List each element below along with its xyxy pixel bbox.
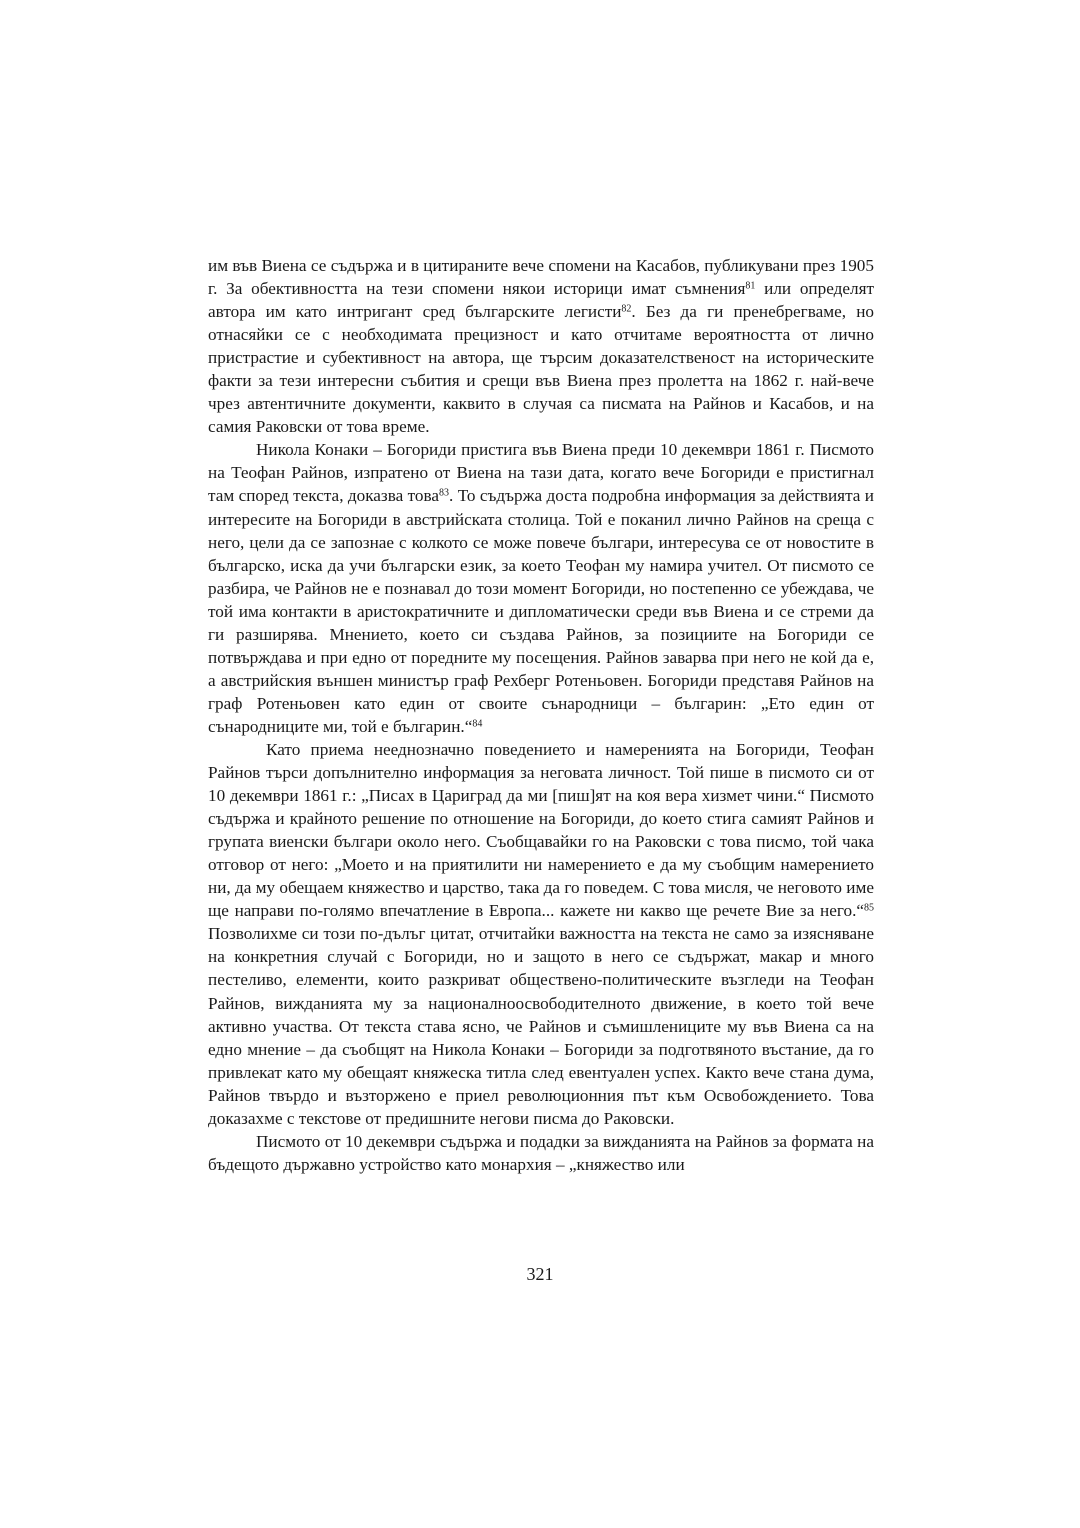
paragraph-2: [208, 438, 874, 738]
text-run: Като приема нееднозначно поведението и намеренията на Богориди, Теофан Райнов търси допълнително информация за неговата личност. Той пише в писмото си от 10 декември 1861 г.: „Писах в Цариград да ми [пиш]ят на коя вера хизмет чини.“ Писмото съдържа и крайното решение по отношение на Богориди, до което стига самият Райнов и групата виенски българи около него. Съобщавайки го на Раковски с това писмо, той чака отговор от него: „Моето и на приятилити ни намерението е да му съобщим намерението ни, да му обещаем княжество и царство, така да го поведем. С това мисля, че неговото име ще направи по-голямо впечатление в Европа... кажете ни какво ще речете Вие за него.“: [208, 739, 874, 921]
body-text: [208, 254, 874, 1176]
text-run: им във Виена се съдържа и в цитираните вече спомени на Касабов, публикувани през 1905 г. За обективността на тези спомени някои историци имат съмнения: [208, 256, 874, 299]
footnote-marker: 85: [864, 902, 874, 914]
footnote-marker: 82: [621, 303, 632, 315]
page-number: 321: [526, 1264, 554, 1284]
text-run: Писмото от 10 декември съдържа и подадки за вижданията на Райнов за формата на бъдещото държавно устройство като монархия – „княжество или: [208, 1131, 874, 1174]
text-run: или определят автора им като интригант сред българските легисти: [208, 279, 874, 322]
footnote-marker: 81: [745, 280, 756, 292]
text-run: Никола Конаки – Богориди пристига във Виена преди 10 декември 1861 г. Писмото на Теофан Райнов, изпратено от Виена на тази дата, когато вече Богориди е пристигнал там според текста, доказва това: [208, 440, 874, 506]
text-run: . Без да ги пренебрегваме, но отнасяйки се с необходимата прецизност и като отчитаме вероятността от лично пристрастие и субективност на автора, ще търсим доказателственост на историческите факти за тези интересни събития и срещи във Виена през пролетта на 1862 г. най-вече чрез автентичните документи, каквито в случая са писмата на Райнов и Касабов, и на самия Раковски от това време.: [208, 302, 875, 437]
paragraph-4: [208, 1130, 874, 1176]
footnote-marker: 84: [472, 718, 483, 730]
paragraph-1: [208, 254, 874, 438]
text-run: . То съдържа доста подробна информация за действията и интересите на Богориди в австрийската столица. Той е поканил лично Райнов на среща с него, цели да се запознае с колкото се може повече българи, интересува се от новостите в българско, иска да учи български език, за което Теофан му намира учител. От писмото се разбира, че Райнов не е познавал до този момент Богориди, но постепенно се убеждава, че той има контакти в аристократичните и дипломатически среди във Виена и се стреми да ги разширява. Мнението, което си създава Райнов, за позициите на Богориди се потвърждава и при едно от поредните му посещения. Райнов заварва при него не кой да е, а австрийския външен министър граф Рехберг Ротеньовен. Богориди представя Райнов на граф Ротеньовен като един от своите сънародници – българин: „Ето един от сънародниците ми, той е българин.“: [208, 486, 874, 736]
paragraph-3: [208, 738, 874, 1130]
footnote-marker: 83: [439, 487, 450, 499]
text-run: Позволихме си този по-дълъг цитат, отчитайки важността на текста не само за изясняване на конкретния случай с Богориди, но и защото в него се съдържат, макар и много пестеливо, елементи, които разкриват обществено-политическите възгледи на Теофан Райнов, вижданията му за националноосвободителното движение, в което той вече активно участва. От текста става ясно, че Райнов и съмишлениците му във Виена са на едно мнение – да съобщят на Никола Конаки – Богориди за подготвяното въстание, да го привлекат като му обещаят княжеска титла след евентуален успех. Както вече стана дума, Райнов твърдо и възторжено е приел революционния път към Освобождението. Това доказахме с текстове от предишните негови писма до Раковски.: [208, 924, 874, 1128]
